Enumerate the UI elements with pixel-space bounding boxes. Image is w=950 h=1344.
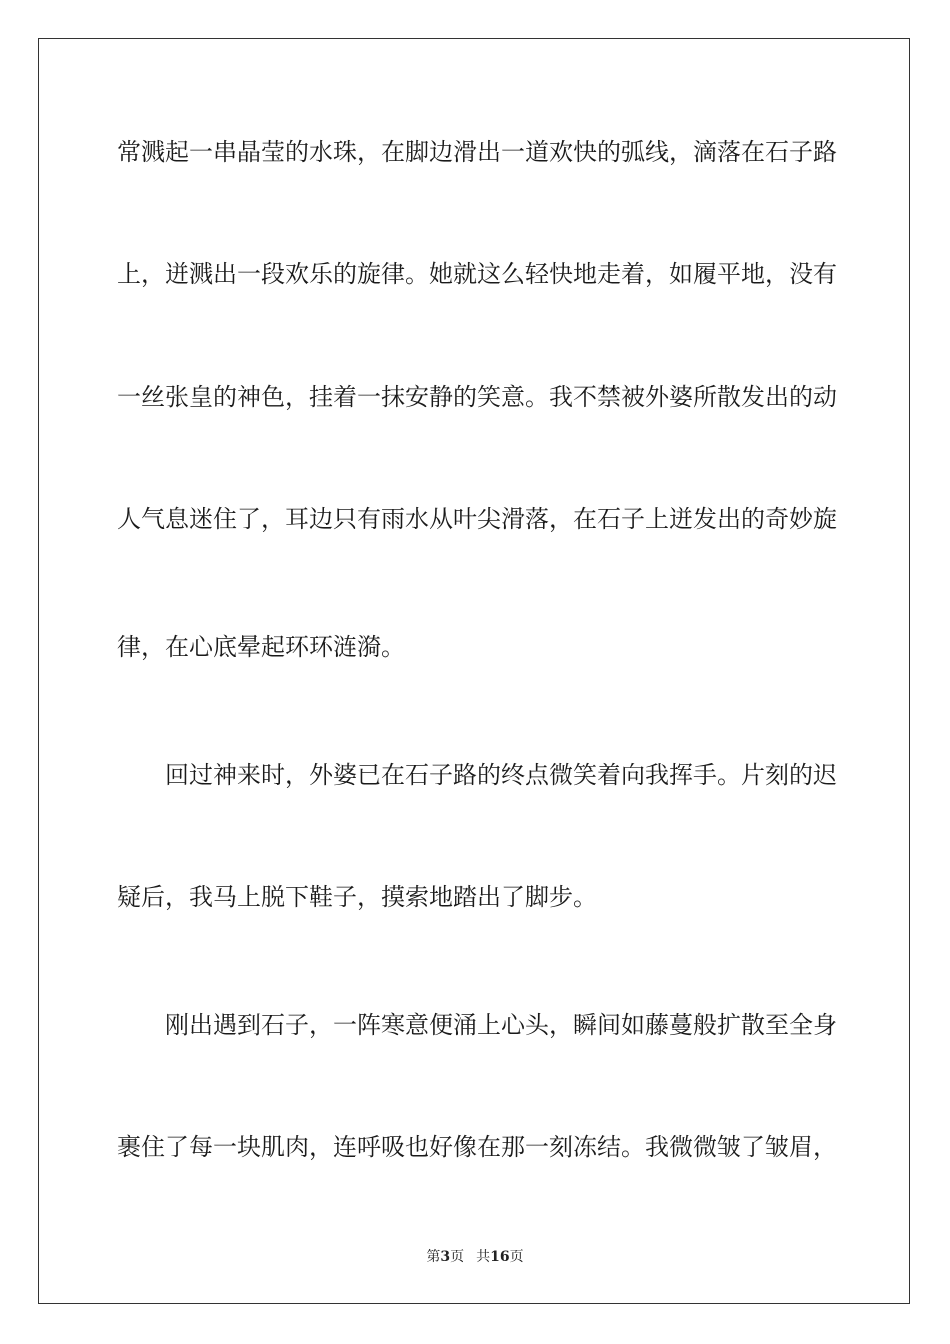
paragraph-first-line: 回过神来时，外婆已在石子路的终点微笑着向我挥手。片刻的迟 xyxy=(165,761,837,789)
page-suffix: 页 xyxy=(450,1249,465,1265)
text-line: 一丝张皇的神色，挂着一抹安静的笑意。我不禁被外婆所散发出的动 xyxy=(117,383,837,411)
page-border xyxy=(38,38,910,1304)
text-line: 裹住了每一块肌肉，连呼吸也好像在那一刻冻结。我微微皱了皱眉， xyxy=(117,1133,837,1161)
text-line: 疑后，我马上脱下鞋子，摸索地踏出了脚步。 xyxy=(117,883,597,911)
page-prefix: 第 xyxy=(426,1249,441,1265)
text-line: 人气息迷住了，耳边只有雨水从叶尖滑落，在石子上迸发出的奇妙旋 xyxy=(117,505,837,533)
page-footer xyxy=(0,1248,950,1266)
paragraph-first-line: 刚出遇到石子，一阵寒意便涌上心头，瞬间如藤蔓般扩散至全身 xyxy=(165,1011,837,1039)
text-line: 上，迸溅出一段欢乐的旋律。她就这么轻快地走着，如履平地，没有 xyxy=(117,260,837,288)
total-prefix: 共 xyxy=(476,1249,491,1265)
current-page-number: 3 xyxy=(440,1249,451,1265)
total-suffix: 页 xyxy=(509,1249,524,1265)
total-pages-number: 16 xyxy=(490,1249,510,1265)
text-line: 律，在心底晕起环环涟漪。 xyxy=(117,633,405,661)
text-line: 常溅起一串晶莹的水珠，在脚边滑出一道欢快的弧线，滴落在石子路 xyxy=(117,138,837,166)
